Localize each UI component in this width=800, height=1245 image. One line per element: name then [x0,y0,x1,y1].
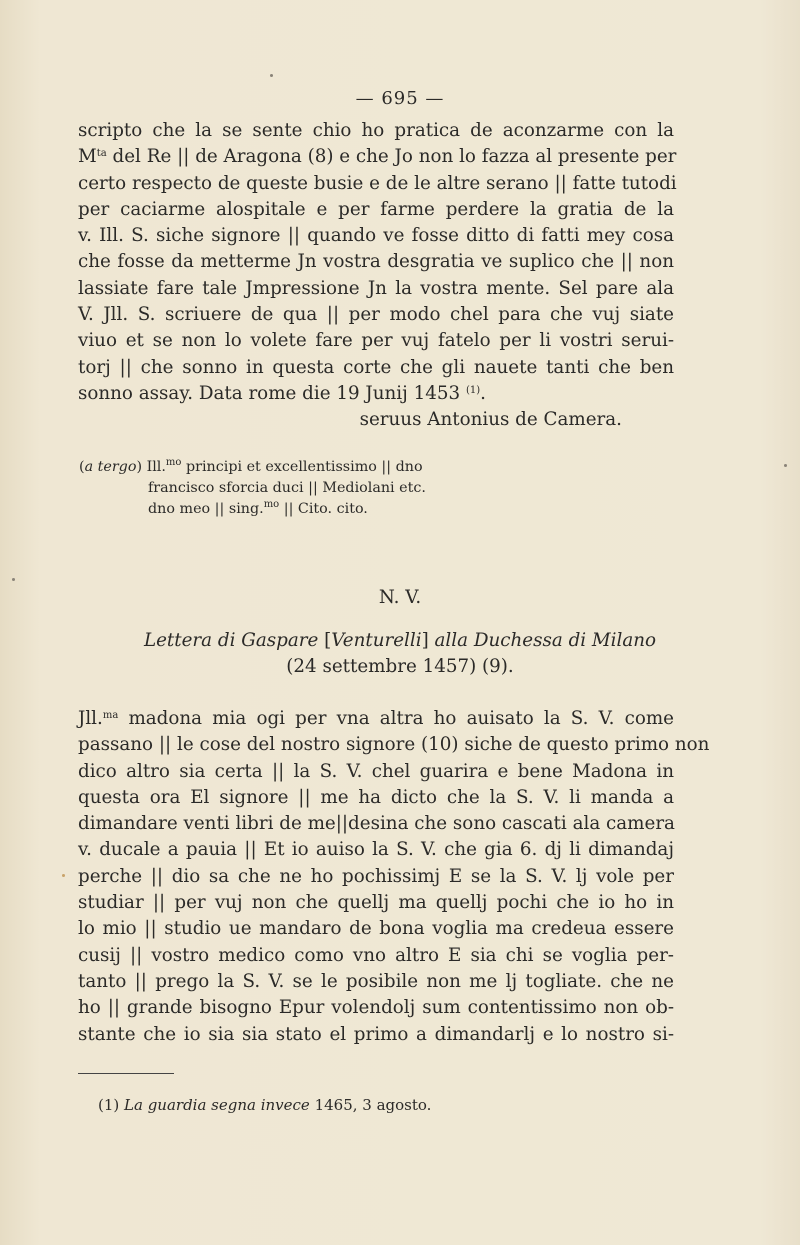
paper-speck [784,464,787,467]
text-line: viuo et se non lo volete fare per vuj fatelo per li vostri serui- [78,330,674,352]
text-line: certo respecto de queste busie e de le altre serano || fatte tutodi [78,172,677,194]
text-line: stante che io sia sia stato el primo a dimandarlj e lo nostro si- [78,1023,674,1045]
title-date: (24 settembre 1457) (9). [286,656,514,677]
text-line: lassiate fare tale Jmpressione Jn la vostra mente. Sel pare ala [78,277,674,299]
text-line: V. Jll. S. scriuere de qua || per modo chel para che vuj siate [78,304,674,326]
letter-body [78,118,677,434]
footnote: (1) La guardia segna invece 1465, 3 agosto. [98,1096,432,1114]
text-line: scripto che la se sente chio ho pratica de aconzarme con la [78,120,674,141]
text-line: che fosse da metterme Jn vostra desgratia ve suplico che || non [78,251,674,273]
text-line: torj || che sonno in questa corte che gli nauete tanti che ben [78,356,674,378]
page-number: — 695 — [355,88,445,109]
text-line: per caciarme alospitale e per farme perdere la gratia de la [78,198,674,220]
text-line: questa ora El signore || me ha dicto che la S. V. li manda a [78,786,674,808]
text-line: cusij || vostro medico como vno altro E sia chi se voglia per- [78,944,674,966]
text-line: perche || dio sa che ne ho pochissimj E se la S. V. lj vole per [78,865,674,887]
paper-speck [12,578,15,581]
text-line: tanto || prego la S. V. se le posibile non me lj togliate. che ne [78,970,674,992]
text-line: v. Ill. S. siche signore || quando ve fosse ditto di fatti mey cosa [78,225,674,247]
letter-body [78,706,710,1048]
paper-speck [270,74,273,77]
footnote-ref: (1) [465,384,481,396]
text-line: ho || grande bisogno Epur volendolj sum contentissimo non ob- [78,997,674,1019]
text-line: sonno assay. Data rome die 19 Junij 1453 $^{(1)}$. [78,382,486,404]
text-line: dico altro sia certa || la S. V. chel guarira e bene Madona in [78,760,674,782]
address-block [79,457,675,520]
address-line: dno meo || sing.$^{mo}$ || Cito. cito. [148,499,368,517]
paper-speck [62,874,65,877]
address-line: francisco sforcia duci || Mediolani etc. [148,480,426,496]
text-line: $M^{ta}$ del Re || de Aragona (8) e che Jo non lo fazza al presente per [78,146,677,168]
signature: seruus Antonius de Camera. [359,409,622,431]
footnote-rule [78,1073,174,1074]
title-line: Lettera di Gaspare [Venturelli] alla Duchessa di Milano [143,630,657,651]
section-heading: N. V. [378,587,422,608]
text-line: dimandare venti libri de me||desina che sono cascati ala camera [78,813,675,835]
text-line: passano || le cose del nostro signore (10) siche de questo primo non [78,734,710,756]
address-line: (a tergo) Ill.$^{mo}$ principi et excellentissimo || dno [79,457,423,475]
text-line: Jll.$^{ma}$ madona mia ogi per vna altra ho auisato la S. V. come [78,708,674,729]
text-line: lo mio || studio ue mandaro de bona voglia ma credeua essere [78,918,674,940]
text-line: studiar || per vuj non che quellj ma quellj pochi che io ho in [78,892,674,914]
text-line: v. ducale a pauia || Et io auiso la S. V. che gia 6. dj li dimandaj [78,839,674,861]
letter-title [0,628,800,680]
